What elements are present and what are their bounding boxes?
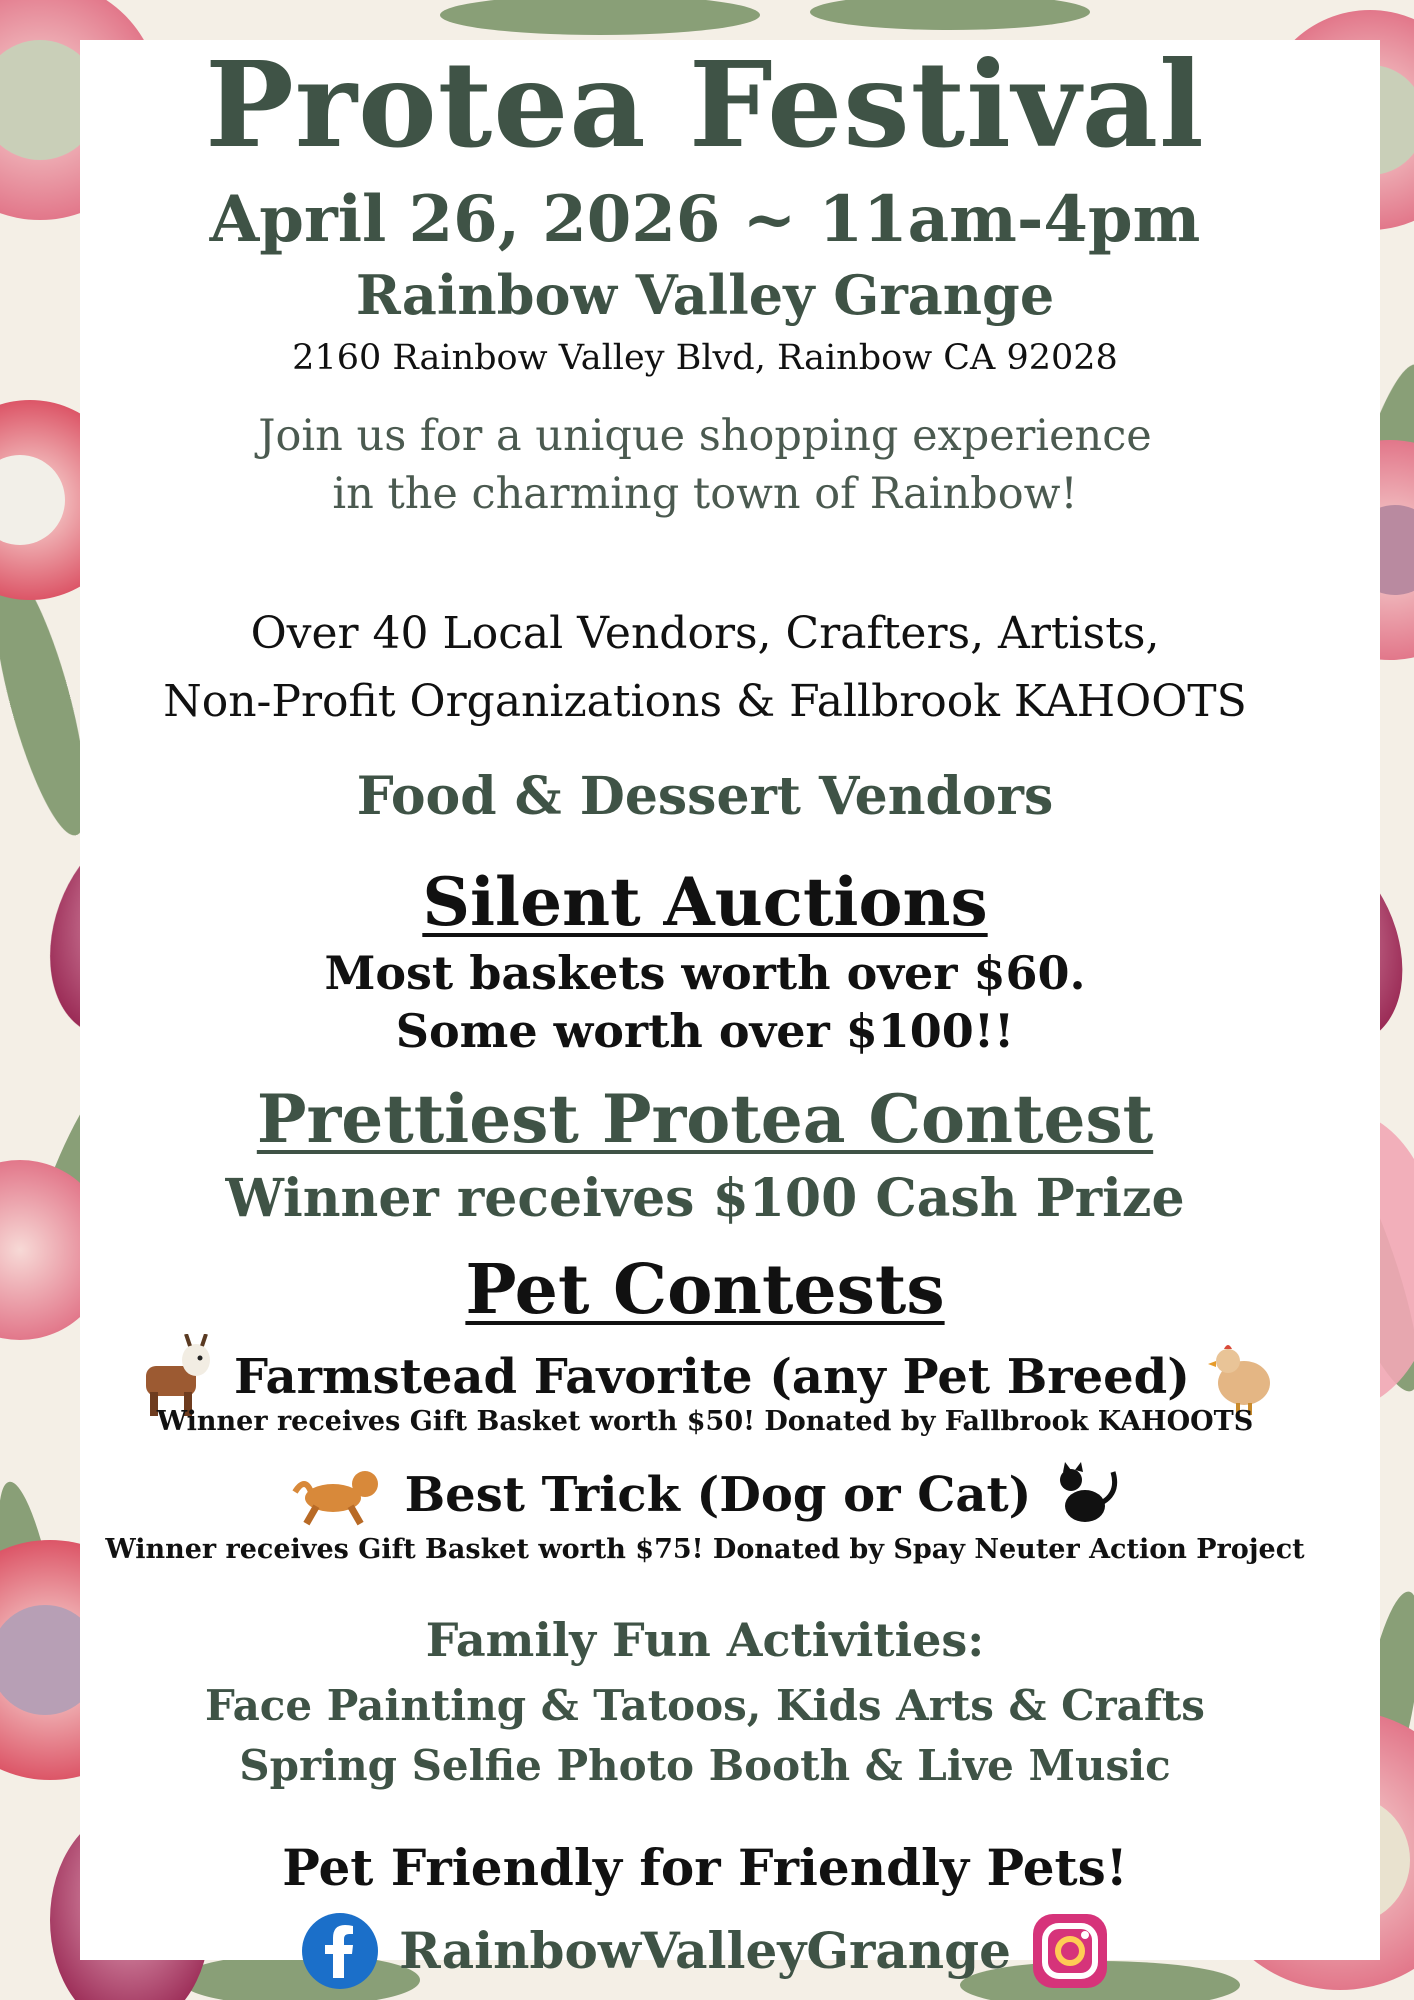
food-vendors: Food & Dessert Vendors (356, 766, 1054, 827)
family-fun-heading: Family Fun Activities: (425, 1613, 985, 1667)
protea-contest-heading: Prettiest Protea Contest (256, 1080, 1154, 1158)
best-trick-row (80, 1462, 1330, 1528)
instagram-icon[interactable] (1031, 1912, 1109, 1990)
venue-name: Rainbow Valley Grange (355, 263, 1055, 327)
pet-friendly: Pet Friendly for Friendly Pets! (282, 1838, 1128, 1897)
vendors-line-2: Non-Profit Organizations & Fallbrook KAHOOTS (163, 676, 1247, 727)
family-fun-line-2: Spring Selfie Photo Booth & Live Music (239, 1741, 1171, 1790)
social-handle[interactable]: RainbowValleyGrange (399, 1921, 1011, 1980)
venue-address: 2160 Rainbow Valley Blvd, Rainbow CA 92028 (292, 338, 1118, 378)
farmstead-prize: Winner receives Gift Basket worth $50! Donated by Fallbrook KAHOOTS (156, 1406, 1254, 1437)
intro-line-1: Join us for a unique shopping experience (258, 411, 1152, 461)
farmstead-title: Farmstead Favorite (any Pet Breed) (234, 1349, 1190, 1405)
vendors-line-1: Over 40 Local Vendors, Crafters, Artists, (250, 608, 1160, 659)
page-title: Protea Festival (205, 35, 1205, 174)
event-date-time: April 26, 2026 ~ 11am-4pm (209, 182, 1201, 257)
social-row (80, 1912, 1330, 1990)
auction-line-2: Some worth over $100!! (395, 1004, 1015, 1058)
best-trick-title: Best Trick (Dog or Cat) (404, 1467, 1032, 1523)
cat-icon (1049, 1462, 1119, 1528)
family-fun-line-1: Face Painting & Tatoos, Kids Arts & Crafts (205, 1681, 1205, 1730)
best-trick-prize: Winner receives Gift Basket worth $75! Donated by Spay Neuter Action Project (105, 1534, 1305, 1565)
dog-icon (291, 1462, 387, 1528)
auction-heading: Silent Auctions (422, 863, 988, 941)
pet-contests-heading: Pet Contests (465, 1250, 945, 1330)
intro-line-2: in the charming town of Rainbow! (332, 469, 1078, 519)
protea-contest-prize: Winner receives $100 Cash Prize (225, 1168, 1185, 1229)
facebook-icon[interactable] (301, 1912, 379, 1990)
auction-line-1: Most baskets worth over $60. (324, 946, 1086, 1000)
